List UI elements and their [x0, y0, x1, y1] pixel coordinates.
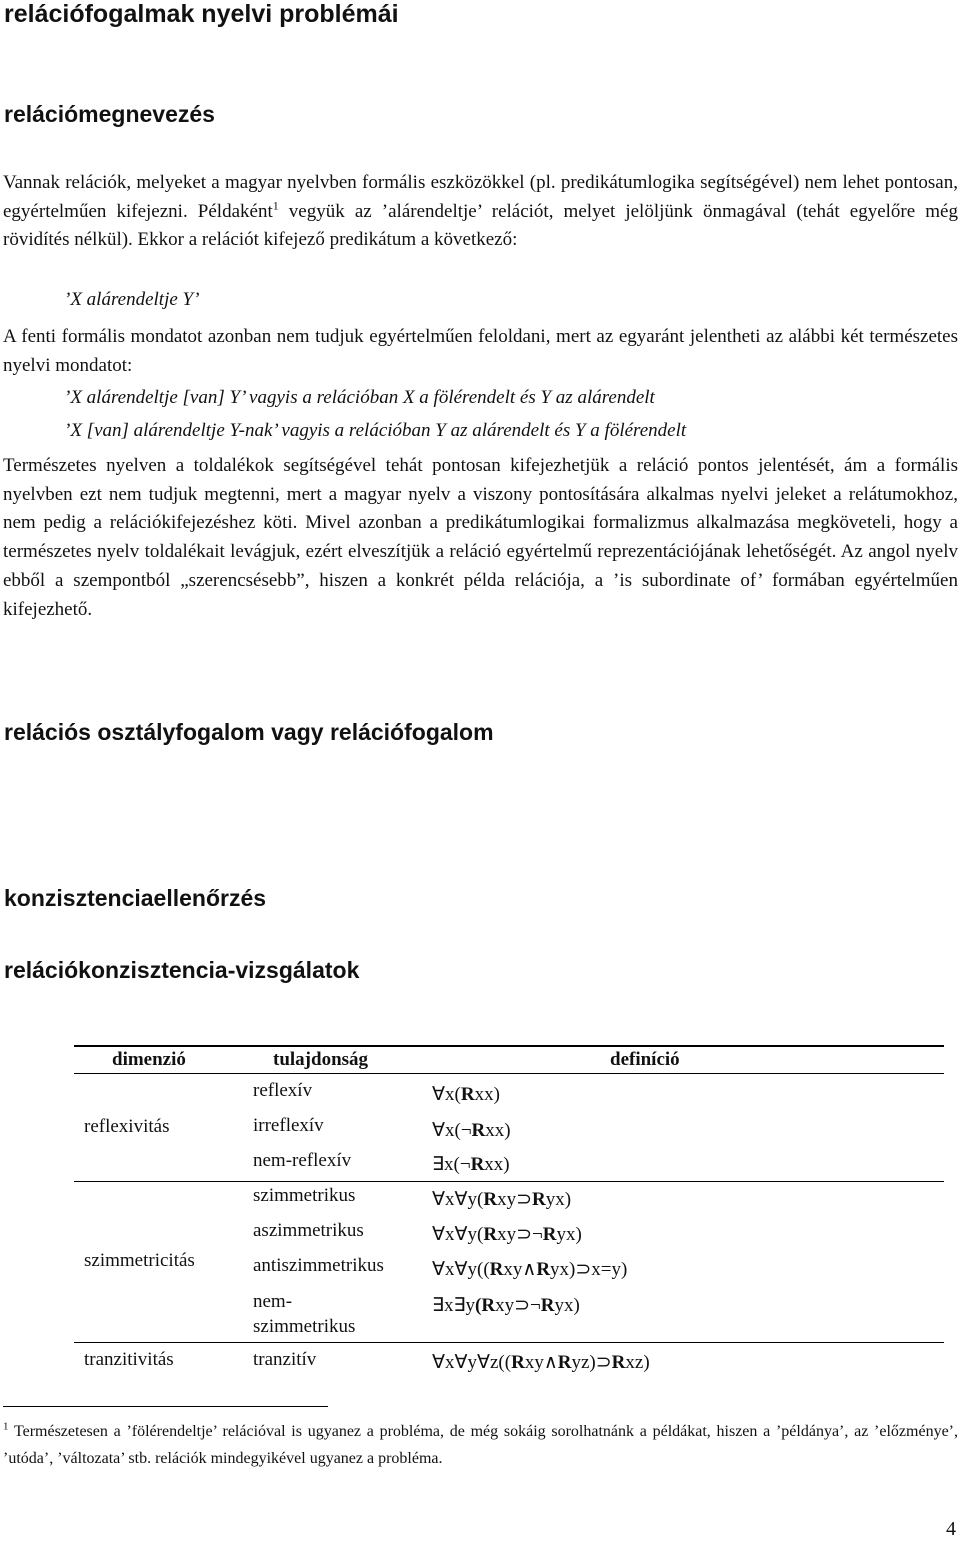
def-irreflexiv: ∀x(¬Rxx) — [432, 1120, 511, 1141]
footnote-separator — [3, 1406, 328, 1407]
page-number: 4 — [946, 1518, 956, 1540]
table-top-rule — [74, 1045, 944, 1047]
dim-szimmetricitas: szimmetricitás — [84, 1250, 195, 1271]
prop-reflexiv: reflexív — [253, 1080, 313, 1101]
section-heading-osztalyfogalom: relációs osztályfogalom vagy relációfogalom — [4, 719, 494, 745]
quote-predicate: ’X alárendeltje Y’ — [64, 289, 200, 310]
prop-szimmetrikus: szimmetrikus — [253, 1185, 356, 1206]
section-heading-vizsgalatok: relációkonzisztencia-vizsgálatok — [4, 957, 360, 983]
footnote — [3, 1418, 958, 1472]
prop-antiszimmetrikus: antiszimmetrikus — [253, 1255, 384, 1276]
prop-nem-reflexiv: nem-reflexív — [253, 1150, 352, 1171]
table-header-rule — [74, 1073, 944, 1074]
paragraph-1-part-b: vegyük az ’alárendeltje’ relációt, melyet jelöljünk önmagával (tehát egyelőre még rövidítés nélkül). Ekkor a relációt kifejező predikátum a következő: — [3, 200, 958, 251]
quote-reading-2: ’X [van] alárendeltje Y-nak’ vagyis a relációban Y az alárendelt és Y a fölérendelt — [64, 420, 687, 441]
header-definicio: definíció — [610, 1049, 680, 1070]
def-antiszimmetrikus: ∀x∀y((Rxy∧Ryx)⊃x=y) — [432, 1259, 628, 1280]
section-heading-relaciomegnevezes: relációmegnevezés — [4, 101, 215, 127]
paragraph-1 — [3, 169, 958, 255]
paragraph-1-part-a: Vannak relációk, melyeket a magyar nyelvben formális eszközökkel (pl. predikátumlogika segítségével) nem lehet pontosan, egyértelműen kifejezni. Példaként — [3, 172, 958, 222]
quote-reading-1: ’X alárendeltje [van] Y’ vagyis a relációban X a fölérendelt és Y az alárendelt — [64, 387, 655, 408]
def-reflexiv: ∀x(Rxx) — [432, 1084, 500, 1105]
def-nem-szimmetrikus: ∃x∃y(Rxy⊃¬Ryx) — [432, 1295, 580, 1316]
def-aszimmetrikus: ∀x∀y(Rxy⊃¬Ryx) — [432, 1224, 582, 1245]
header-tulajdonsag: tulajdonság — [273, 1049, 369, 1070]
page-title: relációfogalmak nyelvi problémái — [4, 0, 399, 28]
prop-nem-szimmetrikus-2: szimmetrikus — [253, 1316, 356, 1337]
prop-nem-szimmetrikus-1: nem- — [253, 1291, 293, 1312]
prop-irreflexiv: irreflexív — [253, 1115, 324, 1136]
paragraph-3: Természetes nyelven a toldalékok segítségével tehát pontosan kifejezhetjük a reláció pontos jelentését, ám a formális nyelvben ezt nem tudjuk megtenni, mert a magyar nyelv a viszony pontosítására alkalmas nyelvi jeleket a relátumokhoz, nem pedig a relációkifejezéshez köti. Mivel azonban a predikátumlogikai formalizmus alkalmazása megköveteli, hogy a természetes nyelv toldalékait levágjuk, ezért elveszítjük a reláció egyértelmű reprezentációjának lehetőségét. Az angol nyelv ebből a szempontból „szerencsésebb”, hiszen a konkrét példa relációja, a ’is subordinate of’ formában egyértelműen kifejezhető. — [3, 455, 958, 620]
prop-aszimmetrikus: aszimmetrikus — [253, 1220, 364, 1241]
def-tranzitiv: ∀x∀y∀z((Rxy∧Ryz)⊃Rxz) — [432, 1352, 650, 1373]
paragraph-2: A fenti formális mondatot azonban nem tudjuk egyértelműen feloldani, mert az egyaránt jelentheti az alábbi két természetes nyelvi mondatot: — [3, 326, 958, 376]
section-heading-konzisztencia: konzisztenciaellenőrzés — [4, 885, 267, 911]
table-rule-2 — [74, 1342, 944, 1343]
def-szimmetrikus: ∀x∀y(Rxy⊃Ryx) — [432, 1189, 572, 1210]
dim-tranzitivitas: tranzitivitás — [84, 1349, 174, 1370]
footnote-text: Természetesen a ’fölérendeltje’ relációval is ugyanez a probléma, de még sokáig sorolhatnánk a példákat, hiszen a ’példánya’, az ’előzménye’, ’utóda’, ’változata’ stb. relációk mindegyikével ugyanez a probléma. — [3, 1423, 958, 1467]
header-dimenzio: dimenzió — [112, 1049, 186, 1070]
footnote-ref[interactable]: 1 — [272, 198, 279, 213]
prop-tranzitiv: tranzitív — [253, 1349, 317, 1370]
dim-reflexivitas: reflexivitás — [84, 1116, 170, 1137]
table-rule-1 — [74, 1181, 944, 1182]
footnote-mark: 1 — [3, 1420, 9, 1433]
def-nem-reflexiv: ∃x(¬Rxx) — [432, 1154, 510, 1175]
